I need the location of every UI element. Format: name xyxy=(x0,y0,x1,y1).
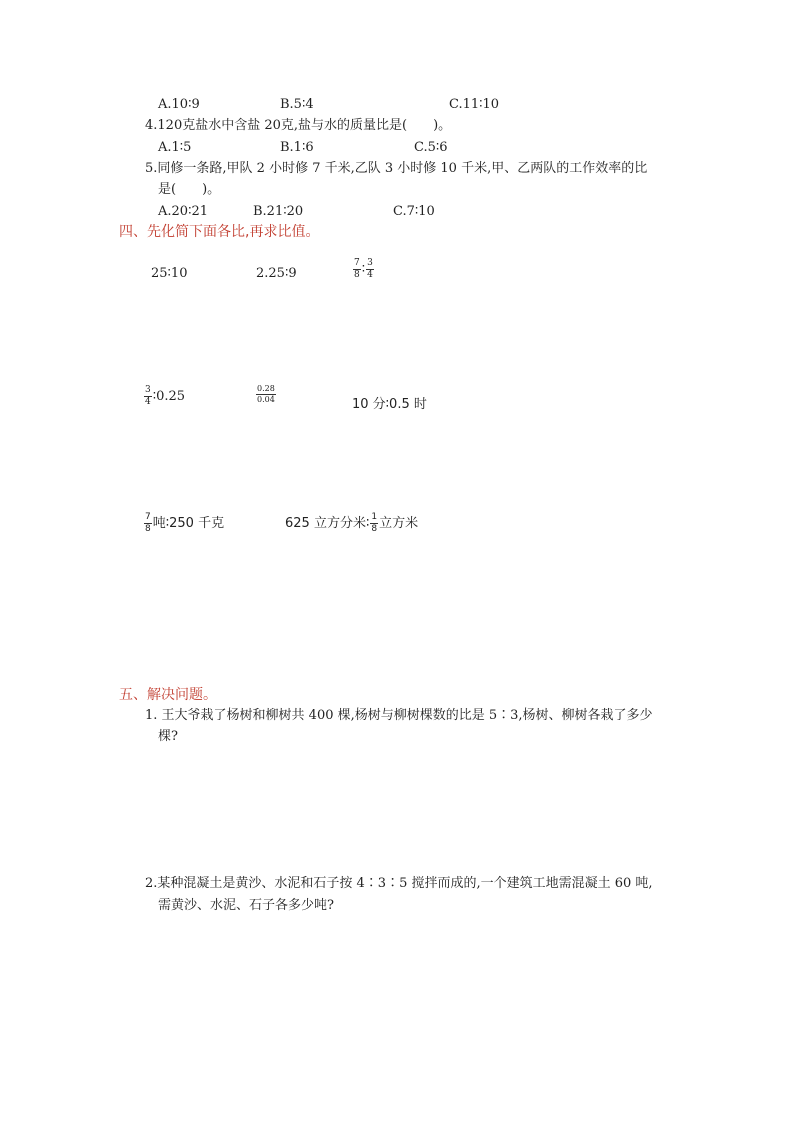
problem-2-line1: 2.某种混凝土是黄沙、水泥和石子按 4∶3∶5 搅拌而成的,一个建筑工地需混凝土 60 吨, xyxy=(145,876,653,891)
ratio-expr-1: 25∶10 xyxy=(151,266,188,281)
q3-option-a: A.10∶9 xyxy=(158,97,200,112)
fraction: $\frac{3}{4}$ xyxy=(367,258,373,280)
ratio-expr-3: $\frac{7}{8}$ ∶ $\frac{3}{4}$ xyxy=(354,258,373,280)
problem-1-line2: 棵? xyxy=(158,729,178,744)
q4-option-c: C.5∶6 xyxy=(414,140,448,155)
ratio-expr-2: 2.25∶9 xyxy=(256,266,297,281)
q5-option-c: C.7∶10 xyxy=(393,204,435,219)
q3-option-c: C.11∶10 xyxy=(449,97,500,112)
q5-line1: 5.同修一条路,甲队 2 小时修 7 千米,乙队 3 小时修 10 千米,甲、乙两队的工作效率的比 xyxy=(145,161,648,176)
fraction: $\frac{7}{8}$ xyxy=(354,258,360,280)
section4-heading: 四、先化简下面各比,再求比值。 xyxy=(119,224,320,240)
q5-option-a: A.20∶21 xyxy=(158,204,208,219)
q4-text: 4.120克盐水中含盐 20克,盐与水的质量比是( )。 xyxy=(145,118,452,133)
fraction: $\frac{7}{8}$ xyxy=(145,512,151,534)
problem-2-line2: 需黄沙、水泥、石子各多少吨? xyxy=(158,898,334,913)
fraction: $\frac{3}{4}$ xyxy=(145,385,151,407)
q5-option-b: B.21∶20 xyxy=(253,204,304,219)
problem-1-line1: 1. 王大爷栽了杨树和柳树共 400 棵,杨树与柳树棵数的比是 5∶3,杨树、柳树各栽了多少 xyxy=(145,708,653,723)
q3-option-b: B.5∶4 xyxy=(280,97,314,112)
fraction: $\frac{0.28}{0.04}$ xyxy=(257,384,275,404)
ratio-expr-7: $\frac{7}{8}$ 吨∶250 千克 xyxy=(145,512,225,534)
section5-heading: 五、解决问题。 xyxy=(119,687,217,703)
ratio-expr-5 xyxy=(255,385,277,404)
ratio-expr-8: 625 立方分米∶ $\frac{1}{8}$ 立方米 xyxy=(285,512,419,534)
q4-option-a: A.1∶5 xyxy=(158,140,192,155)
q5-line2: 是( )。 xyxy=(158,182,221,197)
ratio-expr-6: 10 分∶0.5 时 xyxy=(352,397,427,412)
ratio-expr-4: $\frac{3}{4}$ ∶0.25 xyxy=(145,385,186,407)
q4-option-b: B.1∶6 xyxy=(280,140,314,155)
fraction: $\frac{1}{8}$ xyxy=(371,512,378,534)
